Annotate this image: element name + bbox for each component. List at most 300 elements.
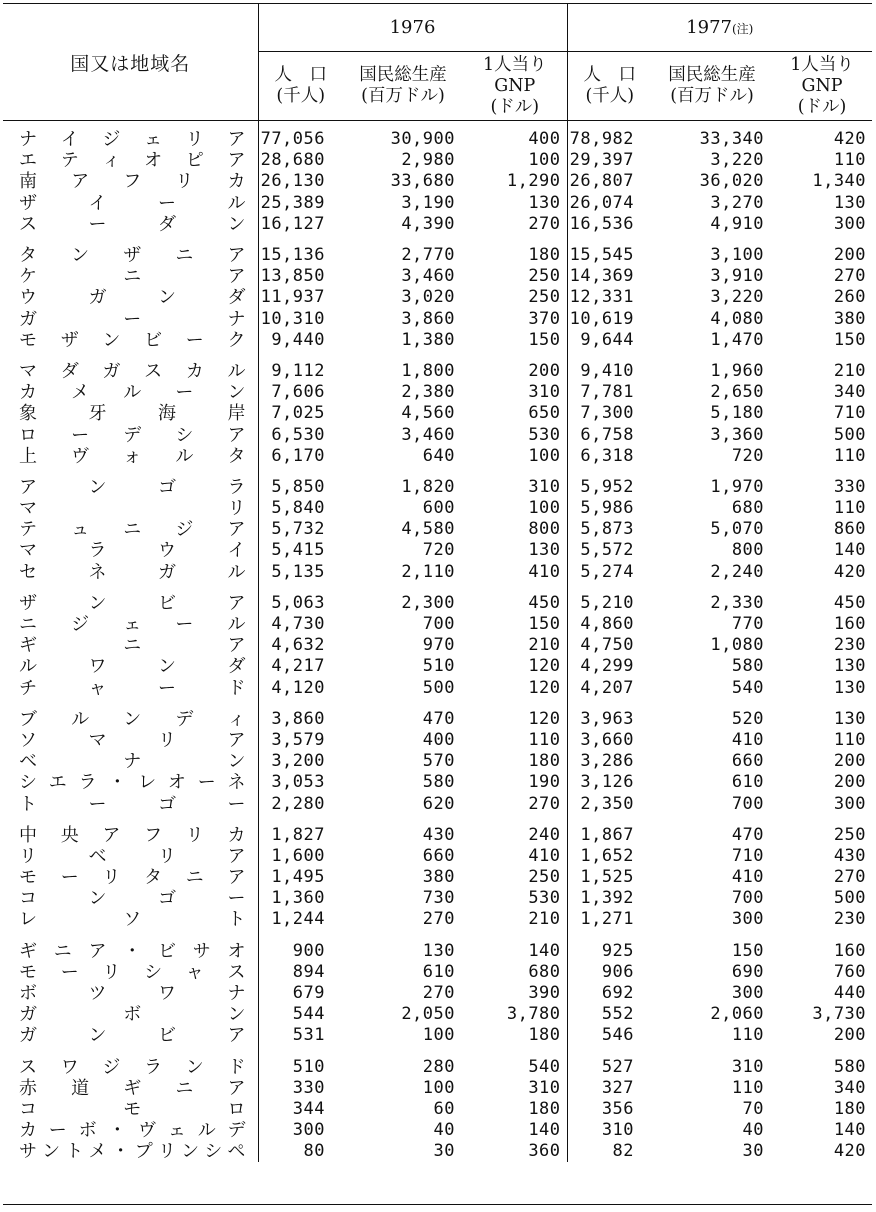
per-capita-gnp-1977-cell: 140	[833, 1120, 867, 1141]
country-name	[19, 498, 246, 519]
name-glyph: ネ	[227, 772, 246, 794]
name-glyph: 道	[71, 1077, 90, 1099]
name-glyph: ア	[227, 245, 246, 267]
name-glyph: デ	[175, 708, 194, 730]
name-glyph: ダ	[158, 213, 176, 235]
per-capita-gnp-1976-cell: 310	[463, 382, 567, 403]
per-capita-gnp-1976-cell: 130	[463, 193, 567, 214]
country-name	[19, 730, 246, 751]
gnp-1976-cell: 3,190	[401, 192, 455, 213]
name-glyph: ベ	[88, 845, 107, 867]
per-capita-gnp-1976-cell: 800	[463, 519, 567, 540]
spacer-cell	[3, 815, 258, 825]
population-1977-cell: 2,350	[580, 793, 635, 814]
population-1977-cell: 6,318	[580, 445, 635, 466]
country-name-cell	[3, 772, 258, 793]
per-capita-gnp-1977-cell: 110	[833, 729, 867, 750]
spacer-cell	[772, 351, 872, 361]
name-glyph: サ	[192, 940, 211, 962]
spacer-cell	[343, 1047, 463, 1057]
country-name	[19, 214, 246, 235]
gnp-1976-cell: 4,580	[401, 519, 455, 540]
africa-economic-statistics-table	[3, 3, 872, 1162]
gnp-1976-cell: 570	[422, 751, 455, 772]
table-row	[3, 287, 872, 308]
per-capita-gnp-1976-cell: 1,290	[463, 171, 567, 192]
table-row	[3, 941, 872, 962]
gnp-1977-cell: 680	[731, 498, 765, 519]
country-name-cell	[3, 941, 258, 962]
population-1977-cell: 4,860	[580, 614, 635, 635]
gnp-1976-cell: 600	[422, 498, 455, 519]
spacer-cell	[567, 815, 652, 825]
per-capita-gnp-1977-cell: 580	[833, 1056, 867, 1077]
population-1977-cell: 925	[601, 940, 635, 961]
name-glyph: ザ	[19, 592, 37, 614]
name-glyph: ア	[227, 867, 246, 889]
per-capita-gnp-1977-cell: 110	[833, 498, 867, 519]
per-capita-gnp-1977-cell: 710	[833, 403, 867, 424]
per-capita-gnp-1976-cell: 130	[463, 540, 567, 561]
name-glyph: ペ	[227, 1141, 246, 1163]
name-glyph: リ	[158, 729, 176, 751]
name-glyph: レ	[19, 909, 37, 931]
spacer-cell	[258, 1047, 343, 1057]
name-glyph: ク	[227, 329, 246, 351]
population-1977-cell: 1,867	[580, 824, 635, 845]
name-glyph: ゴ	[158, 476, 176, 498]
population-1976-header: 人 口 (千人)	[258, 52, 343, 121]
per-capita-gnp-1976-cell: 110	[463, 730, 567, 751]
per-capita-gnp-1976-cell: 150	[463, 614, 567, 635]
table-row	[3, 867, 872, 888]
name-glyph: ニ	[123, 266, 142, 288]
population-1976-cell: 10,310	[260, 308, 325, 329]
country-name	[19, 562, 246, 583]
table-row	[3, 519, 872, 540]
name-glyph: デ	[123, 424, 142, 446]
country-name-cell	[3, 330, 258, 351]
country-name-cell	[3, 1078, 258, 1099]
name-glyph: ー	[88, 793, 107, 815]
name-glyph: マ	[19, 498, 37, 520]
name-glyph: ビ	[144, 329, 163, 351]
country-name	[19, 245, 246, 266]
population-1977-cell: 5,873	[580, 519, 635, 540]
population-1977-cell: 29,397	[569, 150, 635, 171]
spacer-cell	[343, 815, 463, 825]
per-capita-gnp-1977-cell: 200	[833, 1025, 867, 1046]
table-row	[3, 361, 872, 382]
population-1976-cell: 3,200	[271, 751, 325, 772]
per-capita-gnp-1977-cell: 230	[833, 635, 867, 656]
name-glyph: ロ	[19, 424, 37, 446]
population-1976-cell: 5,063	[271, 592, 325, 613]
name-glyph: ソ	[19, 729, 37, 751]
group-spacer	[3, 235, 872, 245]
name-glyph: ビ	[158, 592, 176, 614]
gnp-1976-cell: 720	[422, 540, 455, 561]
name-glyph: ソ	[123, 909, 142, 931]
table-row	[3, 846, 872, 867]
per-capita-gnp-1977-cell: 230	[833, 909, 867, 930]
group-spacer	[3, 815, 872, 825]
population-1976-cell: 900	[292, 940, 325, 961]
country-name-cell	[3, 562, 258, 583]
table-row	[3, 983, 872, 1004]
name-glyph: ビ	[158, 940, 176, 962]
country-name-cell	[3, 540, 258, 561]
name-glyph: ル	[19, 656, 37, 678]
country-name	[19, 519, 246, 540]
gnp-1977-cell: 410	[731, 729, 765, 750]
name-glyph: ン	[227, 213, 246, 235]
name-glyph: ュ	[71, 519, 90, 541]
gnp-1977-cell: 410	[731, 867, 765, 888]
name-glyph: 象	[19, 403, 37, 425]
name-glyph: ャ	[88, 677, 107, 699]
spacer-cell	[772, 699, 872, 709]
gnp-1976-cell: 400	[422, 729, 455, 750]
name-glyph: イ	[60, 129, 79, 151]
per-capita-gnp-1977-cell: 500	[833, 888, 867, 909]
country-name	[19, 1078, 246, 1099]
country-name	[19, 477, 246, 498]
gnp-1976-cell: 2,380	[401, 382, 455, 403]
name-glyph: モ	[19, 961, 37, 983]
per-capita-gnp-1976-cell: 270	[463, 793, 567, 814]
country-name	[19, 193, 246, 214]
population-1976-cell: 28,680	[260, 150, 325, 171]
table-row	[3, 1025, 872, 1046]
per-capita-gnp-1976-cell: 410	[463, 846, 567, 867]
name-glyph: ア	[227, 845, 246, 867]
population-1976-cell: 330	[292, 1077, 325, 1098]
spacer-cell	[652, 815, 772, 825]
table-row	[3, 171, 872, 192]
per-capita-gnp-1976-cell: 410	[463, 562, 567, 583]
per-capita-gnp-1977-cell: 760	[833, 961, 867, 982]
population-1977-cell: 3,660	[580, 729, 635, 750]
gnp-1976-cell: 270	[422, 983, 455, 1004]
population-1977-cell: 327	[601, 1077, 635, 1098]
per-capita-gnp-1976-cell: 180	[463, 1025, 567, 1046]
name-glyph: ボ	[19, 983, 37, 1005]
country-name	[19, 593, 246, 614]
gnp-1976-cell: 270	[422, 909, 455, 930]
per-capita-gnp-1977-cell: 270	[833, 266, 867, 287]
spacer-cell	[772, 931, 872, 941]
population-1977-cell: 5,274	[580, 561, 635, 582]
name-glyph: ト	[227, 909, 246, 931]
name-glyph: ア	[227, 129, 246, 151]
spacer-cell	[463, 1047, 567, 1057]
table-row	[3, 772, 872, 793]
name-glyph: ン	[88, 888, 107, 910]
country-name-cell	[3, 825, 258, 846]
population-1976-cell: 9,112	[271, 360, 325, 381]
gnp-1976-cell: 1,380	[401, 329, 455, 350]
table-row	[3, 214, 872, 235]
name-glyph: ネ	[88, 561, 107, 583]
name-glyph: レ	[138, 772, 157, 794]
country-name	[19, 1004, 246, 1025]
gnp-1977-cell: 710	[731, 845, 765, 866]
country-name	[19, 287, 246, 308]
name-glyph: セ	[19, 561, 37, 583]
per-capita-gnp-1977-cell: 130	[833, 677, 867, 698]
name-glyph: ラ	[144, 1056, 163, 1078]
table-row	[3, 1120, 872, 1141]
table-row	[3, 751, 872, 772]
country-name-cell	[3, 1120, 258, 1141]
gnp-1976-cell: 2,110	[401, 561, 455, 582]
year-1977-label: 1977	[686, 17, 732, 38]
population-1976-cell: 6,170	[271, 445, 325, 466]
gnp-1977-cell: 2,650	[710, 382, 765, 403]
name-glyph: コ	[19, 1098, 37, 1120]
gnp-1977-cell: 470	[731, 824, 765, 845]
gnp-1976-cell: 700	[422, 614, 455, 635]
population-1977-cell: 10,619	[569, 308, 635, 329]
name-glyph: ー	[60, 867, 79, 889]
country-name	[19, 330, 246, 351]
per-capita-gnp-1977-cell: 330	[833, 476, 867, 497]
country-name-cell	[3, 793, 258, 814]
name-glyph: カ	[19, 382, 37, 404]
name-glyph: カ	[227, 824, 246, 846]
country-name-cell	[3, 909, 258, 930]
name-glyph: ブ	[19, 708, 37, 730]
name-glyph: 岸	[227, 403, 246, 425]
per-capita-gnp-1977-cell: 130	[833, 192, 867, 213]
country-name	[19, 635, 246, 656]
bottom-rule	[3, 1204, 872, 1205]
population-1976-cell: 300	[292, 1120, 325, 1141]
table-row	[3, 678, 872, 699]
name-glyph: 海	[158, 403, 176, 425]
name-glyph: ニ	[185, 867, 204, 889]
population-1976-cell: 510	[292, 1056, 325, 1077]
name-glyph: シ	[175, 424, 194, 446]
gnp-1976-cell: 2,980	[401, 150, 455, 171]
population-1977-cell: 82	[612, 1141, 635, 1162]
gnp-1977-cell: 1,470	[710, 329, 765, 350]
population-1977-cell: 546	[601, 1025, 635, 1046]
name-glyph: ィ	[227, 708, 246, 730]
table-row	[3, 309, 872, 330]
spacer-cell	[343, 699, 463, 709]
group-spacer	[3, 351, 872, 361]
per-capita-gnp-1977-cell: 110	[833, 445, 867, 466]
name-glyph: テ	[19, 519, 37, 541]
name-glyph: 牙	[88, 403, 107, 425]
name-glyph: ル	[227, 561, 246, 583]
name-glyph: ャ	[185, 961, 204, 983]
table-row	[3, 150, 872, 171]
name-glyph: ウ	[158, 540, 176, 562]
name-glyph: ア	[227, 592, 246, 614]
name-glyph: テ	[60, 150, 79, 172]
population-1977-cell: 7,300	[580, 403, 635, 424]
name-glyph: ゴ	[158, 888, 176, 910]
name-glyph: ・	[108, 1120, 127, 1142]
population-1976-cell: 3,579	[271, 729, 325, 750]
name-glyph: ス	[19, 1056, 37, 1078]
per-capita-gnp-1976-cell: 3,780	[463, 1004, 567, 1025]
country-name-cell	[3, 1025, 258, 1046]
population-1977-cell: 310	[601, 1120, 635, 1141]
name-glyph: 央	[60, 824, 79, 846]
population-1976-cell: 3,053	[271, 772, 325, 793]
name-glyph: 中	[19, 824, 37, 846]
per-capita-gnp-1976-cell: 140	[463, 1120, 567, 1141]
population-1976-cell: 15,136	[260, 245, 325, 266]
country-name	[19, 403, 246, 424]
gnp-1977-cell: 5,180	[710, 403, 765, 424]
population-1976-cell: 5,850	[271, 476, 325, 497]
country-name-cell	[3, 382, 258, 403]
per-capita-gnp-1976-cell: 240	[463, 825, 567, 846]
name-glyph: ン	[88, 1025, 107, 1047]
name-glyph: カ	[19, 1120, 37, 1142]
name-glyph: リ	[102, 961, 121, 983]
per-capita-gnp-1977-cell: 340	[833, 1077, 867, 1098]
name-glyph: ワ	[88, 656, 107, 678]
per-capita-gnp-1977-cell: 200	[833, 245, 867, 266]
population-1977-cell: 14,369	[569, 266, 635, 287]
name-glyph: ン	[227, 1004, 246, 1026]
table-row	[3, 888, 872, 909]
name-glyph: ド	[227, 1056, 246, 1078]
per-capita-gnp-1977-cell: 340	[833, 382, 867, 403]
per-capita-gnp-1977-cell: 500	[833, 424, 867, 445]
spacer-cell	[463, 235, 567, 245]
country-name-cell	[3, 193, 258, 214]
name-glyph: オ	[227, 940, 246, 962]
population-1977-cell: 6,758	[580, 424, 635, 445]
country-name	[19, 794, 246, 815]
name-glyph: ー	[227, 888, 246, 910]
gnp-1977-cell: 720	[731, 445, 765, 466]
spacer-cell	[258, 699, 343, 709]
table-row	[3, 403, 872, 424]
name-glyph: ン	[71, 245, 90, 267]
table-row	[3, 424, 872, 445]
name-glyph: ン	[102, 329, 121, 351]
name-glyph: ニ	[123, 519, 142, 541]
name-glyph: ン	[181, 1141, 200, 1163]
year-1976-header	[258, 4, 567, 52]
population-1976-cell: 9,440	[271, 329, 325, 350]
per-capita-gnp-1977-cell: 110	[833, 150, 867, 171]
name-glyph: ン	[227, 382, 246, 404]
name-glyph: ボ	[123, 1004, 142, 1026]
spacer-cell	[258, 351, 343, 361]
spacer-cell	[3, 1047, 258, 1057]
name-glyph: ア	[71, 171, 90, 193]
per-capita-gnp-1977-cell: 430	[833, 845, 867, 866]
population-1976-cell: 4,120	[271, 677, 325, 698]
spacer-cell	[652, 1047, 772, 1057]
gnp-1977-cell: 2,330	[710, 592, 765, 613]
name-glyph: ボ	[78, 1120, 97, 1142]
name-glyph: マ	[88, 729, 107, 751]
spacer-cell	[463, 583, 567, 593]
country-name-cell	[3, 287, 258, 308]
table-row	[3, 709, 872, 730]
per-capita-gnp-1976-cell: 450	[463, 593, 567, 614]
population-1977-cell: 692	[601, 983, 635, 1004]
name-glyph: 南	[19, 171, 37, 193]
spacer-cell	[258, 815, 343, 825]
name-glyph: ザ	[19, 192, 37, 214]
name-glyph: リ	[185, 824, 204, 846]
population-1977-cell: 3,963	[580, 708, 635, 729]
gnp-1976-cell: 280	[422, 1056, 455, 1077]
name-glyph: ダ	[60, 360, 79, 382]
per-capita-gnp-1976-cell: 680	[463, 962, 567, 983]
name-glyph: リ	[158, 845, 176, 867]
table-row	[3, 193, 872, 214]
name-glyph: ナ	[19, 129, 37, 151]
population-1977-cell: 9,410	[580, 360, 635, 381]
name-glyph: ア	[102, 824, 121, 846]
country-name-cell	[3, 1099, 258, 1120]
country-name-cell	[3, 635, 258, 656]
group-spacer	[3, 699, 872, 709]
country-name-cell	[3, 846, 258, 867]
spacer-cell	[652, 235, 772, 245]
spacer-cell	[3, 467, 258, 477]
name-glyph: ナ	[227, 983, 246, 1005]
country-name	[19, 540, 246, 561]
name-glyph: ジ	[102, 129, 121, 151]
gnp-1976-cell: 660	[422, 845, 455, 866]
name-glyph: フ	[144, 824, 163, 846]
name-glyph: ア	[227, 1025, 246, 1047]
table-row	[3, 245, 872, 266]
name-glyph: ン	[42, 1141, 61, 1163]
name-glyph: ラ	[88, 540, 107, 562]
country-name	[19, 656, 246, 677]
population-1977-cell: 78,982	[569, 129, 635, 150]
name-glyph: イ	[88, 192, 107, 214]
gnp-1976-cell: 430	[422, 824, 455, 845]
country-name-cell	[3, 962, 258, 983]
name-glyph: リ	[157, 1141, 176, 1163]
population-1977-cell: 7,781	[580, 382, 635, 403]
per-capita-gnp-1976-cell: 100	[463, 446, 567, 467]
per-capita-gnp-1977-cell: 300	[833, 213, 867, 234]
gnp-1976-cell: 1,820	[401, 476, 455, 497]
spacer-cell	[567, 235, 652, 245]
name-glyph: エ	[19, 150, 37, 172]
spacer-cell	[463, 699, 567, 709]
spacer-cell	[343, 583, 463, 593]
per-capita-gnp-1976-cell: 390	[463, 983, 567, 1004]
population-1977-cell: 15,545	[569, 245, 635, 266]
population-1977-cell: 4,207	[580, 677, 635, 698]
name-glyph: ツ	[88, 983, 107, 1005]
spacer-cell	[3, 931, 258, 941]
gnp-1977-cell: 70	[742, 1098, 765, 1119]
country-name-cell	[3, 983, 258, 1004]
gnp-1977-cell: 540	[731, 677, 765, 698]
country-name	[19, 772, 246, 793]
gnp-1976-cell: 500	[422, 677, 455, 698]
country-name-cell	[3, 751, 258, 772]
